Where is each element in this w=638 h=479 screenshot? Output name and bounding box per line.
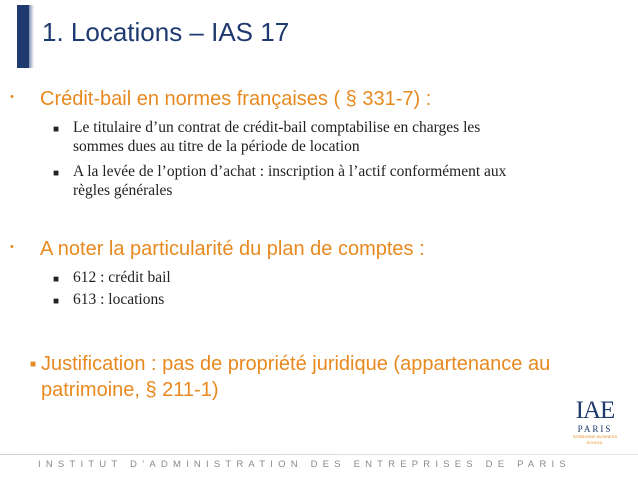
section-heading: A noter la particularité du plan de comptes : [40,238,425,260]
section-heading: Crédit-bail en normes françaises ( § 331-7) : [40,88,432,110]
footer-divider [0,454,638,455]
list-item: A la levée de l’option d’achat : inscription à l’actif conformément aux [73,163,507,180]
slide-title: 1. Locations – IAS 17 [42,17,290,47]
logo-small-text: SORBONNE BUSINESS SCHOOL [572,434,618,445]
square-bullet-icon: ■ [53,274,60,285]
list-item: 613 : locations [73,291,165,308]
title-accent-bar [17,5,29,68]
list-item: 612 : crédit bail [73,269,171,286]
iae-paris-logo [564,398,626,446]
footer-institution: INSTITUT D’ADMINISTRATION DES ENTREPRISES DE PARIS [38,459,571,470]
list-item: Le titulaire d’un contrat de crédit-bail comptabilise en charges les [73,119,481,136]
square-bullet-icon: ■ [53,168,60,179]
bullet-dot: • [10,241,14,253]
square-bullet-icon: ■ [53,296,60,307]
square-bullet-icon: ■ [53,124,60,135]
section-heading-continued: patrimoine, § 211-1) [41,379,219,401]
square-bullet-icon: ■ [30,359,37,370]
list-item-continued: règles générales [73,182,173,199]
section-heading: Justification : pas de propriété juridique (appartenance au [41,353,551,375]
logo-main-text: IAE [575,397,615,424]
logo-sub-text: PARIS [577,424,613,434]
bullet-dot: • [10,91,14,103]
list-item-continued: sommes dues au titre de la période de location [73,138,360,155]
